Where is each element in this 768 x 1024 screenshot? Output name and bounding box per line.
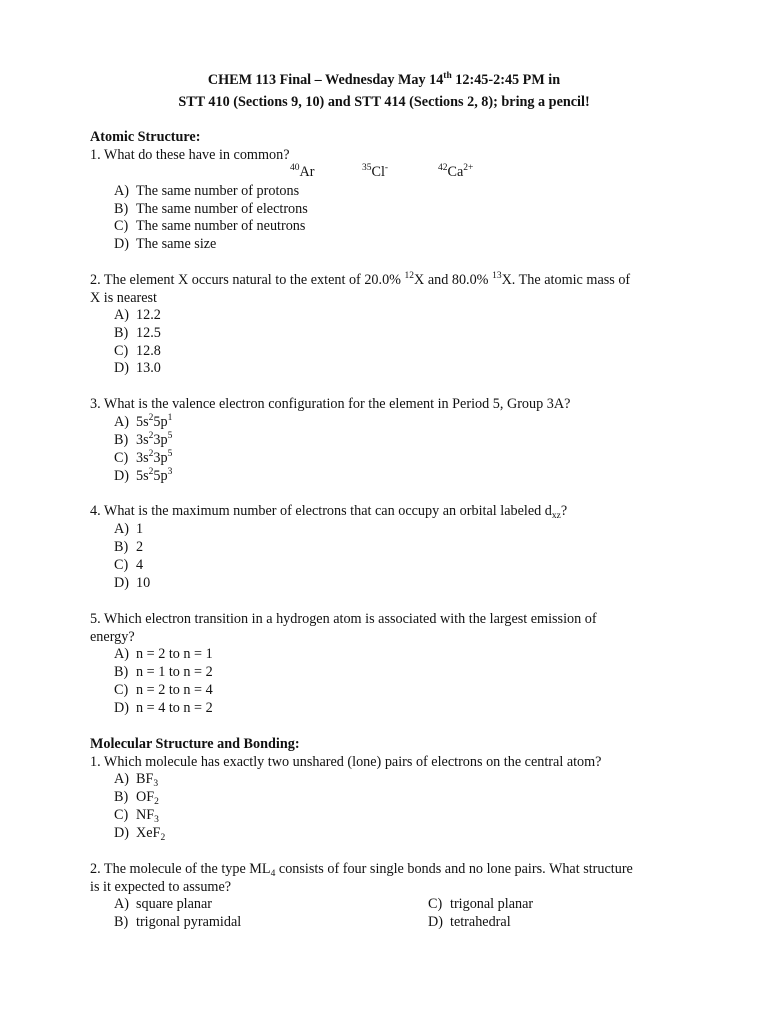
isotope-argon: $^{40}$Ar bbox=[290, 163, 315, 180]
title-superscript: th bbox=[443, 71, 452, 81]
question-3-text: 3. What is the valence electron configuration for the element in Period 5, Group 3A? bbox=[90, 396, 571, 412]
isotope-calcium: $^{42}Ca^{2+}$ bbox=[438, 163, 474, 180]
q1-option-b[interactable]: B) The same number of electrons bbox=[114, 201, 308, 217]
mq1-option-a[interactable]: A) $BF_3$ bbox=[114, 771, 159, 789]
question-1-text: 1. What do these have in common? bbox=[90, 147, 290, 163]
mq2-option-c[interactable]: C) trigonal planar bbox=[428, 896, 534, 912]
q2-option-c[interactable]: C) 12.8 bbox=[114, 343, 161, 359]
question-5-text: 5. Which electron transition in a hydrogen atom is associated with the largest emission of bbox=[90, 611, 597, 627]
q4-option-a[interactable]: A) 1 bbox=[114, 521, 144, 537]
section-heading-atomic: Atomic Structure: bbox=[90, 129, 201, 145]
q2-option-a[interactable]: A) 12.2 bbox=[114, 307, 161, 323]
exam-title-line-2: STT 410 (Sections 9, 10) and STT 414 (Sections 2, 8); bring a pencil! bbox=[178, 94, 590, 110]
q5-option-c[interactable]: C) n = 2 to n = 4 bbox=[114, 682, 213, 698]
q1-option-d[interactable]: D) The same size bbox=[114, 236, 217, 252]
q3-option-b[interactable]: B) $3s^23p^5$ bbox=[114, 431, 173, 448]
question-4-text: 4. What is the maximum number of electrons that can occupy an orbital labeled $d_{xz}$? bbox=[90, 503, 568, 521]
isotope-chlorine: $^{35}$Cl- bbox=[362, 163, 389, 180]
q1-option-c[interactable]: C) The same number of neutrons bbox=[114, 218, 306, 234]
question-2-text: 2. The element X occurs natural to the extent of 20.0% $^{12}$X and 80.0% $^{13}$X. The atomic mass of bbox=[90, 271, 631, 288]
q2-option-d[interactable]: D) 13.0 bbox=[114, 360, 161, 376]
mq2-option-b[interactable]: B) trigonal pyramidal bbox=[114, 914, 242, 930]
q5-option-b[interactable]: B) n = 1 to n = 2 bbox=[114, 664, 213, 680]
q3-option-d[interactable]: D) $5s^25p^3$ bbox=[114, 467, 173, 484]
molecular-question-2-text: 2. The molecule of the type $ML_4$ consists of four single bonds and no lone pairs. What structure bbox=[90, 861, 633, 879]
mq1-option-d[interactable]: D) XeF$_2$ bbox=[114, 825, 166, 843]
section-heading-molecular: Molecular Structure and Bonding: bbox=[90, 736, 300, 752]
molecular-question-1-text: 1. Which molecule has exactly two unshared (lone) pairs of electrons on the central atom? bbox=[90, 754, 602, 770]
q4-option-d[interactable]: D) 10 bbox=[114, 575, 151, 591]
q3-option-a[interactable]: A) $5s^25p^1$ bbox=[114, 413, 173, 430]
molecular-question-2-text-line-2: is it expected to assume? bbox=[90, 879, 232, 895]
title-text-end: 12:45-2:45 PM in bbox=[451, 72, 561, 88]
mq2-option-a[interactable]: A) square planar bbox=[114, 896, 213, 912]
mq1-option-b[interactable]: B) $OF_2$ bbox=[114, 789, 159, 807]
q3-option-c[interactable]: C) $3s^23p^5$ bbox=[114, 449, 173, 466]
mq1-option-c[interactable]: C) $NF_3$ bbox=[114, 807, 159, 825]
question-2-text-line-2: X is nearest bbox=[90, 290, 157, 306]
mq2-option-d[interactable]: D) tetrahedral bbox=[428, 914, 511, 930]
title-text: CHEM 113 Final – Wednesday May 14 bbox=[207, 72, 444, 88]
q1-option-a[interactable]: A) The same number of protons bbox=[114, 183, 300, 199]
q5-option-a[interactable]: A) n = 2 to n = 1 bbox=[114, 646, 213, 662]
question-5-text-line-2: energy? bbox=[90, 629, 135, 645]
q4-option-c[interactable]: C) 4 bbox=[114, 557, 144, 573]
q2-option-b[interactable]: B) 12.5 bbox=[114, 325, 161, 341]
exam-title-line-1 bbox=[0, 72, 768, 90]
q5-option-d[interactable]: D) n = 4 to n = 2 bbox=[114, 700, 213, 716]
q4-option-b[interactable]: B) 2 bbox=[114, 539, 144, 555]
